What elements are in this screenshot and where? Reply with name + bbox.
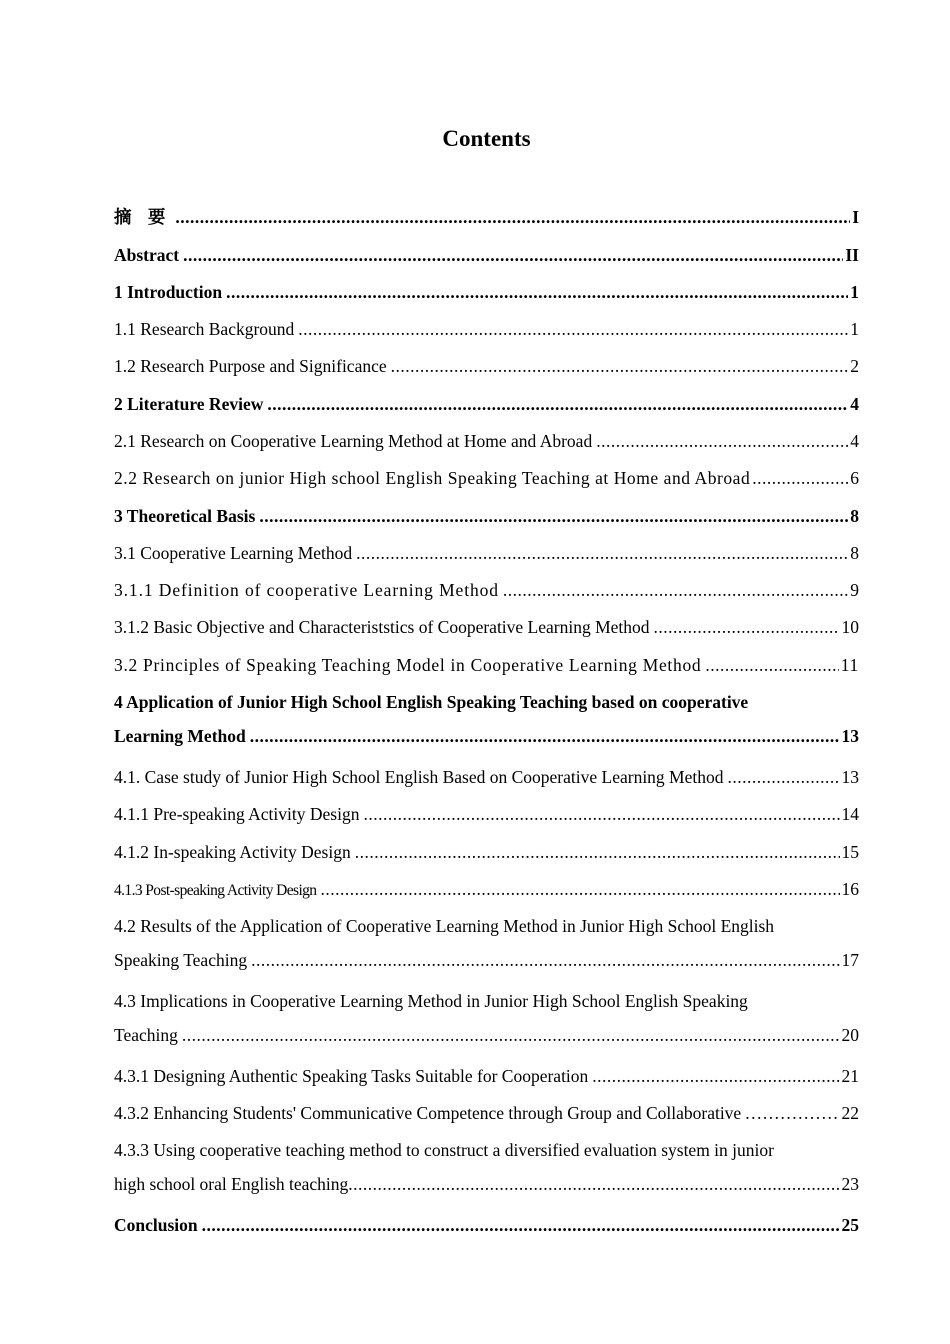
dot-leader — [320, 872, 839, 906]
toc-entry-label: 2.2 Research on junior High school English Speaking Teaching at Home and Abroad — [114, 468, 751, 488]
dot-leader — [298, 312, 848, 346]
toc-page-number: 15 — [841, 842, 859, 862]
toc-entry-label-line-1: 4.3.3 Using cooperative teaching method to construct a diversified evaluation system in junior — [114, 1140, 774, 1160]
toc-entry-3-1[interactable] — [114, 536, 859, 570]
toc-page-number: 1 — [850, 319, 859, 339]
dot-leader — [391, 349, 849, 383]
page-title: Contents — [442, 126, 531, 151]
dot-leader — [705, 648, 838, 682]
toc-entry-4-1[interactable] — [114, 760, 859, 794]
toc-entry-label: 3.1.2 Basic Objective and Characteriststics of Cooperative Learning Method — [114, 617, 650, 637]
dot-leader — [226, 275, 848, 309]
toc-entry-4-3[interactable] — [114, 984, 859, 1052]
toc-entry-4-2[interactable] — [114, 909, 859, 977]
toc-page-number: 6 — [850, 468, 859, 488]
toc-page-number: 20 — [841, 1025, 859, 1045]
toc-entry-label: 2.1 Research on Cooperative Learning Method at Home and Abroad — [114, 431, 593, 451]
dot-leader — [596, 424, 848, 458]
toc-entry-1-2[interactable] — [114, 349, 859, 383]
dot-leader — [355, 835, 840, 869]
toc-page-number: 4 — [850, 431, 859, 451]
toc-page-number: 13 — [841, 767, 859, 787]
toc-entry-label: 摘 要 — [114, 207, 172, 227]
toc-entry-label: 3.2 Principles of Speaking Teaching Model in Cooperative Learning Method — [114, 655, 702, 675]
dot-leader — [202, 1208, 840, 1242]
toc-entry-abstract[interactable] — [114, 238, 859, 272]
toc-entry-label: 4.1.1 Pre-speaking Activity Design — [114, 804, 360, 824]
toc-page-number: II — [845, 245, 859, 265]
toc-page-number: 8 — [850, 506, 859, 526]
toc-page-number: 4 — [850, 394, 859, 414]
toc-entry-conclusion[interactable] — [114, 1208, 859, 1242]
toc-page-number: I — [852, 207, 859, 227]
toc-entry-label: 4.1.3 Post-speaking Activity Design — [114, 882, 317, 899]
dot-leader — [250, 719, 840, 753]
dot-leader — [503, 573, 848, 607]
toc-page-number: 1 — [850, 282, 859, 302]
toc-entry-label-line-2: Speaking Teaching — [114, 950, 248, 970]
dot-leader — [259, 499, 848, 533]
toc-entry-label: 1 Introduction — [114, 282, 223, 302]
dot-leader — [182, 1018, 840, 1052]
toc-entry-4-1-1[interactable] — [114, 797, 859, 831]
toc-entry-4-3-3[interactable] — [114, 1133, 859, 1201]
dot-leader — [745, 1096, 839, 1130]
toc-page-number: 10 — [841, 617, 859, 637]
toc-page-number: 25 — [841, 1215, 859, 1235]
dot-leader — [251, 943, 839, 977]
toc-entry-chapter-4[interactable] — [114, 685, 859, 753]
toc-entry-label: Conclusion — [114, 1215, 198, 1235]
toc-entry-label: 4.1.2 In-speaking Activity Design — [114, 842, 351, 862]
toc-entry-chapter-2[interactable] — [114, 387, 859, 421]
toc-entry-label-line-2: Learning Method — [114, 726, 246, 746]
toc-page-number: 11 — [840, 655, 859, 675]
dot-leader — [348, 1167, 839, 1201]
toc-page-number: 17 — [841, 950, 859, 970]
dot-leader — [183, 238, 843, 272]
toc-entry-3-2[interactable] — [114, 648, 859, 682]
toc-entry-1-1[interactable] — [114, 312, 859, 346]
toc-entry-2-1[interactable] — [114, 424, 859, 458]
dot-leader — [267, 387, 848, 421]
toc-entry-4-3-2[interactable] — [114, 1096, 859, 1130]
toc-entry-4-3-1[interactable] — [114, 1059, 859, 1093]
toc-entry-label-line-2: high school oral English teaching — [114, 1174, 349, 1194]
toc-page-number: 21 — [841, 1066, 859, 1086]
toc-entry-label-line-1: 4.2 Results of the Application of Cooperative Learning Method in Junior High School English — [114, 916, 775, 936]
dot-leader — [356, 536, 848, 570]
toc-page-number: 23 — [841, 1174, 859, 1194]
toc-entry-label: 4.1. Case study of Junior High School English Based on Cooperative Learning Method — [114, 767, 724, 787]
toc-entry-label: 1.2 Research Purpose and Significance — [114, 356, 387, 376]
toc-page-number: 22 — [841, 1103, 859, 1123]
toc-entry-abstract-cn[interactable] — [114, 200, 859, 234]
toc-entry-label: 1.1 Research Background — [114, 319, 295, 339]
dot-leader — [752, 461, 848, 495]
toc-entry-label-line-2: Teaching — [114, 1025, 178, 1045]
toc-entry-label: 3.1 Cooperative Learning Method — [114, 543, 353, 563]
toc-entry-label: 4.3.1 Designing Authentic Speaking Tasks Suitable for Cooperation — [114, 1066, 589, 1086]
toc-page-number: 8 — [850, 543, 859, 563]
dot-leader — [728, 760, 840, 794]
dot-leader — [654, 610, 840, 644]
toc-entry-label: 3.1.1 Definition of cooperative Learning Method — [114, 580, 499, 600]
toc-entry-label: 4.3.2 Enhancing Students' Communicative Competence through Group and Collaborative — [114, 1103, 742, 1123]
toc-entry-4-1-2[interactable] — [114, 835, 859, 869]
toc-entry-3-1-2[interactable] — [114, 610, 859, 644]
toc-entry-label-line-1: 4.3 Implications in Cooperative Learning Method in Junior High School English Speaking — [114, 991, 748, 1011]
toc-entry-label: 3 Theoretical Basis — [114, 506, 256, 526]
toc-page-number: 16 — [841, 879, 859, 899]
toc-entry-chapter-3[interactable] — [114, 499, 859, 533]
toc-entry-chapter-1[interactable] — [114, 275, 859, 309]
toc-page-number: 14 — [841, 804, 859, 824]
toc-entry-4-1-3[interactable] — [114, 872, 859, 906]
toc-page-number: 9 — [850, 580, 859, 600]
toc-entry-label-line-1: 4 Application of Junior High School English Speaking Teaching based on cooperative — [114, 692, 749, 712]
dot-leader — [175, 200, 850, 234]
toc-page-number: 13 — [841, 726, 859, 746]
toc-page-number: 2 — [850, 356, 859, 376]
toc-entry-2-2[interactable] — [114, 461, 859, 495]
toc-entry-label: 2 Literature Review — [114, 394, 264, 414]
dot-leader — [363, 797, 839, 831]
dot-leader — [592, 1059, 839, 1093]
toc-entry-3-1-1[interactable] — [114, 573, 859, 607]
toc-entry-label: Abstract — [114, 245, 180, 265]
